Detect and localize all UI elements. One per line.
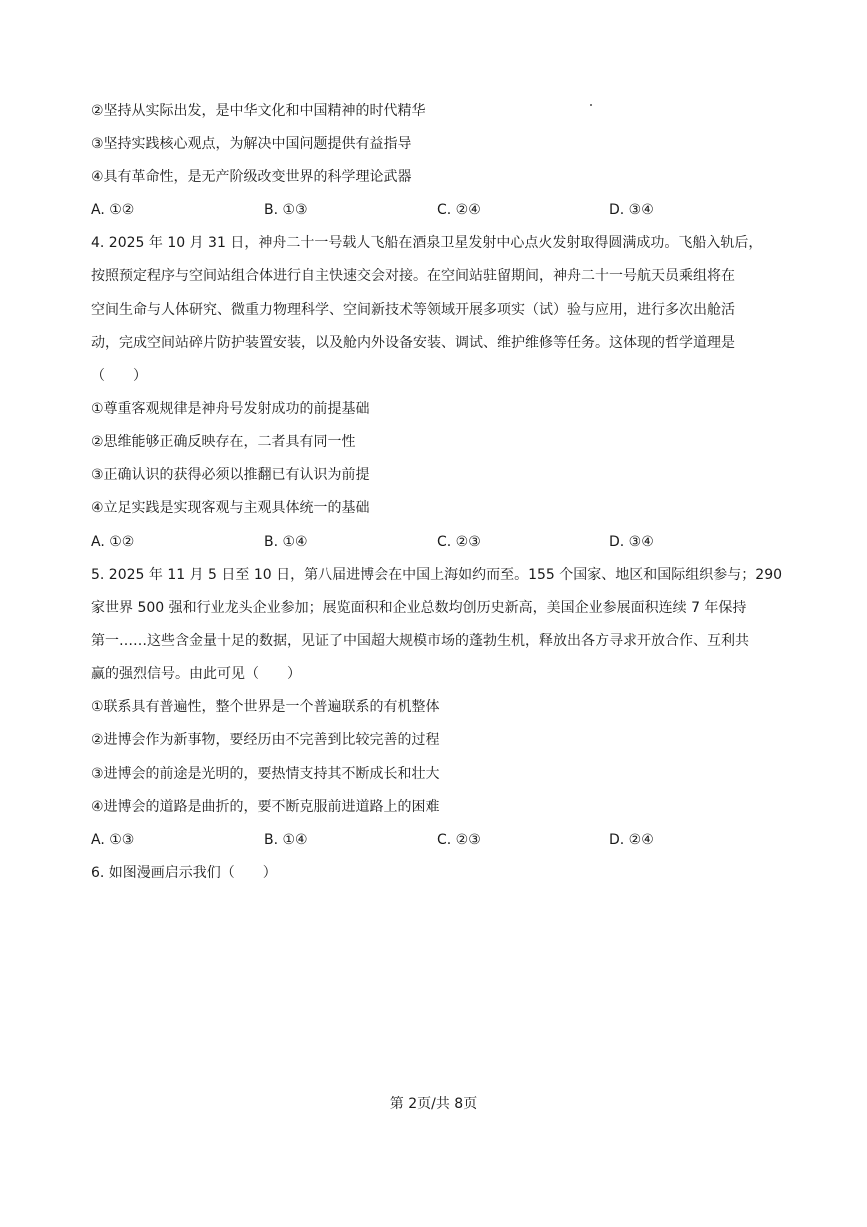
q4-statement-1: ①尊重客观规律是神舟号发射成功的前提基础 xyxy=(91,401,370,417)
q5-stem-line-3: 第一……这些含金量十足的数据，见证了中国超大规模市场的蓬勃生机，释放出各方寻求开放合作、互利共 xyxy=(91,633,749,649)
q5-stem-line-2: 家世界 500 强和行业龙头企业参加；展览面积和企业总数均创历史新高，美国企业参展面积连续 7 年保持 xyxy=(91,600,747,616)
q3-statement-2: ②坚持从实际出发，是中华文化和中国精神的时代精华 xyxy=(91,103,426,119)
q3-option-d[interactable]: D. ③④ xyxy=(609,202,654,218)
q5-statement-4: ④进博会的道路是曲折的，要不断克服前进道路上的困难 xyxy=(91,799,440,815)
q3-statement-3: ③坚持实践核心观点，为解决中国问题提供有益指导 xyxy=(91,136,412,152)
q5-option-b[interactable]: B. ①④ xyxy=(264,832,308,848)
q4-statement-2: ②思维能够正确反映存在，二者具有同一性 xyxy=(91,434,356,450)
q4-answer-bracket: （ ） xyxy=(91,368,147,384)
q3-options xyxy=(91,200,791,220)
q5-statement-3: ③进博会的前途是光明的，要热情支持其不断成长和壮大 xyxy=(91,766,440,782)
q3-option-a[interactable]: A. ①② xyxy=(91,202,135,218)
q4-statement-3: ③正确认识的获得必须以推翻已有认识为前提 xyxy=(91,467,370,483)
q4-stem-line-1: 4. 2025 年 10 月 31 日，神舟二十一号载人飞船在酒泉卫星发射中心点火发射取得圆满成功。飞船入轨后， xyxy=(91,235,763,251)
q4-stem-line-3: 空间生命与人体研究、微重力物理科学、空间新技术等领域开展多项实（试）验与应用，进行多次出舱活 xyxy=(91,302,735,318)
q3-option-c[interactable]: C. ②④ xyxy=(437,202,481,218)
q5-options xyxy=(91,830,791,850)
scan-speck xyxy=(590,104,592,106)
q4-option-d[interactable]: D. ③④ xyxy=(609,534,654,550)
q4-option-c[interactable]: C. ②③ xyxy=(437,534,481,550)
q4-options xyxy=(91,532,791,552)
q5-stem-line-4: 赢的强烈信号。由此可见（ ） xyxy=(91,666,301,682)
q5-statement-1: ①联系具有普遍性，整个世界是一个普遍联系的有机整体 xyxy=(91,699,440,715)
q4-option-b[interactable]: B. ①④ xyxy=(264,534,308,550)
q3-statement-4: ④具有革命性，是无产阶级改变世界的科学理论武器 xyxy=(91,169,412,185)
q4-statement-4: ④立足实践是实现客观与主观具体统一的基础 xyxy=(91,500,370,516)
q5-stem-line-1: 5. 2025 年 11 月 5 日至 10 日，第八届进博会在中国上海如约而至。155 个国家、地区和国际组织参与；290 xyxy=(91,567,783,583)
page-number-footer: 第 2页/共 8页 xyxy=(389,1096,478,1112)
q5-option-c[interactable]: C. ②③ xyxy=(437,832,481,848)
q5-option-d[interactable]: D. ②④ xyxy=(609,832,654,848)
q4-stem-line-4: 动，完成空间站碎片防护装置安装，以及舱内外设备安装、调试、维护维修等任务。这体现的哲学道理是 xyxy=(91,335,735,351)
q4-option-a[interactable]: A. ①② xyxy=(91,534,135,550)
q5-option-a[interactable]: A. ①③ xyxy=(91,832,135,848)
q4-stem-line-2: 按照预定程序与空间站组合体进行自主快速交会对接。在空间站驻留期间，神舟二十一号航天员乘组将在 xyxy=(91,268,735,284)
q6-stem: 6. 如图漫画启示我们（ ） xyxy=(91,865,277,881)
q5-statement-2: ②进博会作为新事物，要经历由不完善到比较完善的过程 xyxy=(91,732,440,748)
q3-option-b[interactable]: B. ①③ xyxy=(264,202,308,218)
